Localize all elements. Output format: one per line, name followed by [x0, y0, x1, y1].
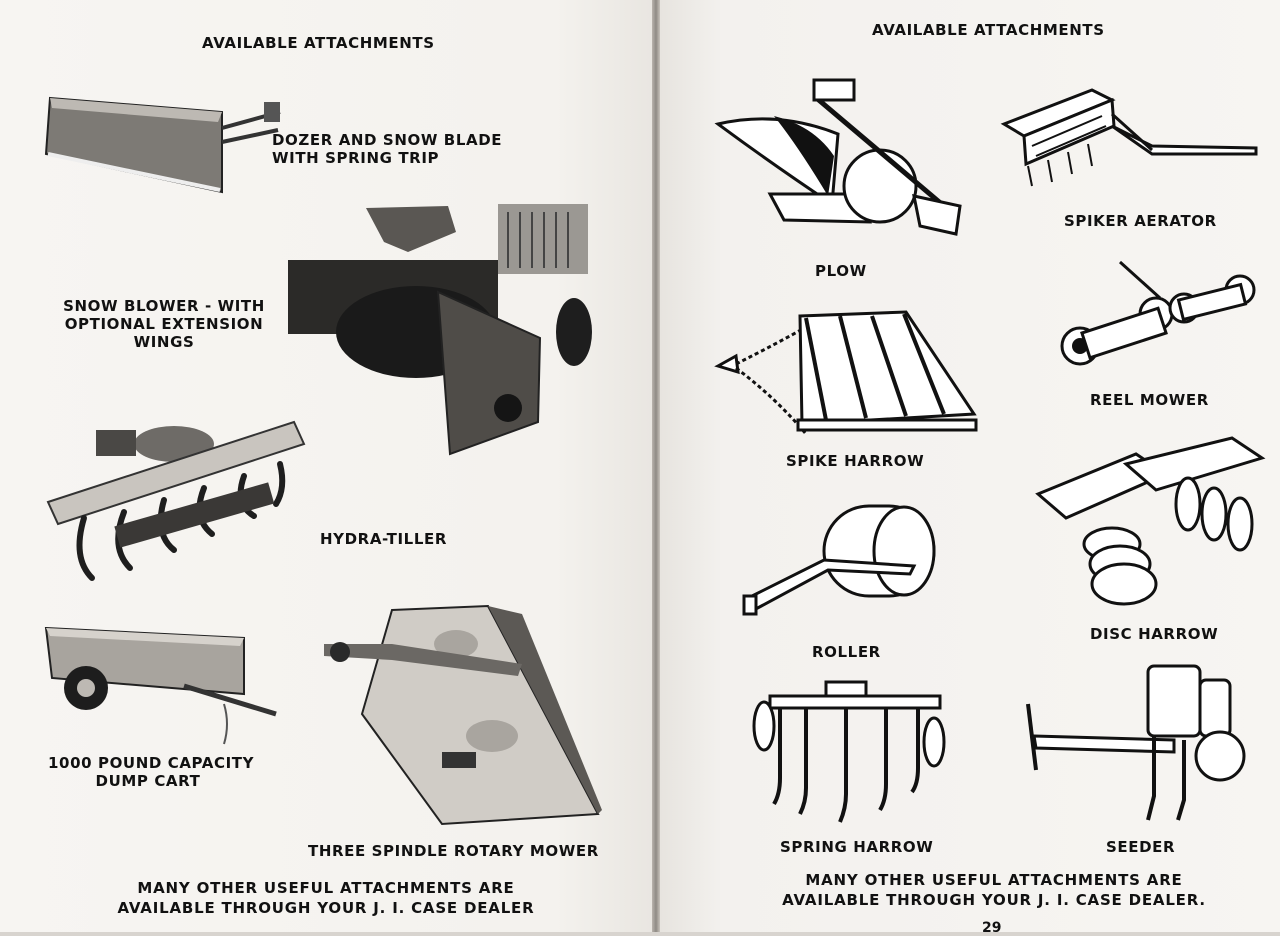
left-page-footer: [76, 878, 576, 918]
plow-illustration: [714, 76, 964, 236]
snow-blower-label-line3: WINGS: [133, 333, 195, 351]
spike-harrow-illustration: [716, 312, 978, 438]
plow-label: PLOW: [815, 262, 867, 280]
dump-cart-illustration: [44, 624, 280, 750]
snow-blower-label-line1: SNOW BLOWER - WITH: [63, 297, 265, 315]
spring-harrow-illustration: [750, 676, 946, 828]
spiker-aerator-illustration: [1002, 86, 1260, 190]
hydra-tiller-label: HYDRA-TILLER: [320, 530, 447, 548]
roller-illustration: [744, 504, 940, 618]
left-footer-line2: AVAILABLE THROUGH YOUR J. I. CASE DEALER: [117, 899, 535, 917]
left-page-header: AVAILABLE ATTACHMENTS: [202, 34, 435, 52]
disc-harrow-label: DISC HARROW: [1090, 625, 1219, 643]
spring-harrow-label: SPRING HARROW: [780, 838, 934, 856]
right-page-header: AVAILABLE ATTACHMENTS: [872, 21, 1105, 39]
rotary-mower-label: THREE SPINDLE ROTARY MOWER: [308, 842, 599, 860]
dozer-blade-illustration: [44, 94, 284, 198]
seeder-illustration: [1024, 660, 1252, 824]
dozer-blade-label-line1: DOZER AND SNOW BLADE: [272, 131, 503, 149]
right-footer-line2: AVAILABLE THROUGH YOUR J. I. CASE DEALER.: [782, 891, 1206, 909]
snow-blower-label-line2: OPTIONAL EXTENSION: [64, 315, 264, 333]
roller-label: ROLLER: [812, 643, 881, 661]
right-footer-line1: MANY OTHER USEFUL ATTACHMENTS ARE: [805, 871, 1183, 889]
dump-cart-label-line2: DUMP CART: [95, 772, 201, 790]
rotary-mower-illustration: [322, 604, 602, 826]
right-page-footer: [744, 870, 1244, 910]
snow-blower-label: [54, 297, 274, 351]
page-number: 29: [982, 920, 1002, 936]
dozer-blade-label-line2: WITH SPRING TRIP: [272, 149, 440, 167]
snow-blower-illustration: [288, 202, 590, 454]
spiker-aerator-label: SPIKER AERATOR: [1064, 212, 1217, 230]
hydra-tiller-illustration: [44, 414, 306, 590]
left-footer-line1: MANY OTHER USEFUL ATTACHMENTS ARE: [137, 879, 515, 897]
reel-mower-label: REEL MOWER: [1090, 391, 1209, 409]
reel-mower-illustration: [1060, 258, 1256, 370]
dozer-blade-label: [272, 131, 502, 167]
disc-harrow-illustration: [1036, 434, 1270, 606]
dump-cart-label: [48, 754, 255, 790]
book-gutter: [652, 0, 660, 932]
seeder-label: SEEDER: [1106, 838, 1176, 856]
spike-harrow-label: SPIKE HARROW: [786, 452, 925, 470]
dump-cart-label-line1: 1000 POUND CAPACITY: [48, 754, 255, 772]
